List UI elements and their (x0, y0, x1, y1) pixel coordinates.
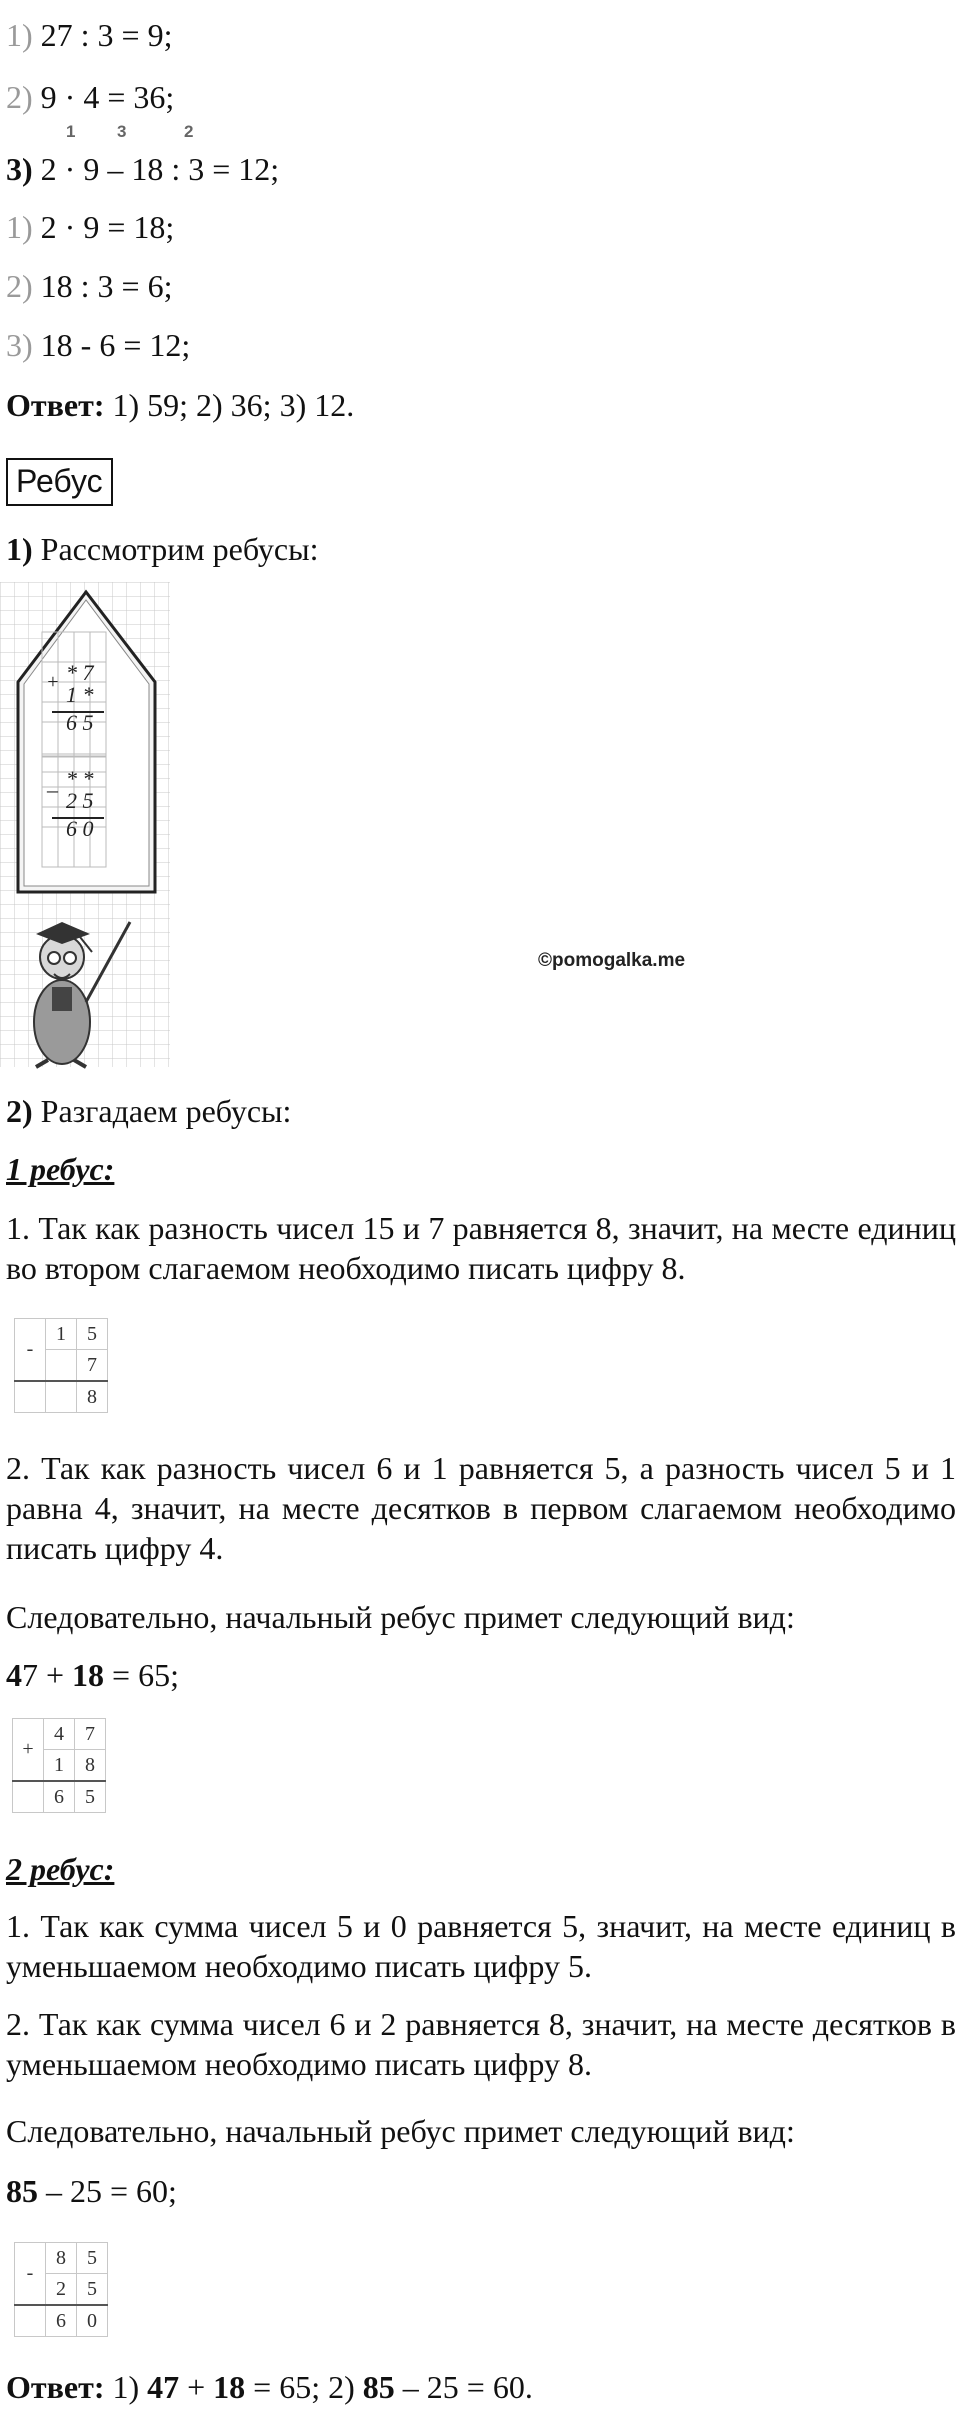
step-line: 2) 18 : 3 = 6; (6, 268, 173, 304)
rebus-2-row3: 6 0 (66, 816, 94, 841)
order-mark: 3 (117, 122, 127, 141)
result-1: 47 + 18 = 65; (6, 1657, 179, 1693)
rebus-2-sign: – (47, 777, 58, 802)
answer-line-2: Ответ: 1) 47 + 18 = 65; 2) 85 – 25 = 60. (6, 2369, 533, 2405)
rebus-1-paragraph-1: 1. Так как разность чисел 15 и 7 равняется 8, значит, на месте единиц во втором слагаемом необходимо писать цифру 8. (6, 1210, 956, 1286)
rebus-2-row1: * * (66, 766, 94, 791)
watermark: ©pomogalka.me (538, 950, 686, 971)
solve-line: 2) Разгадаем ребусы: (6, 1093, 292, 1129)
order-mark: 2 (184, 122, 194, 141)
rebus-2-row2: 2 5 (66, 788, 94, 813)
step-line: 2) 9 · 4 = 36; (6, 79, 175, 115)
rebus-2-title: 2 ребус: (6, 1851, 115, 1887)
solution-table-3: - 8 5 2 5 6 0 (14, 2242, 108, 2337)
step-line: 3) 18 - 6 = 12; (6, 327, 191, 363)
rebus-1-row2: 1 * (66, 682, 94, 707)
section-title: Ребус (6, 458, 113, 506)
rebus-2-paragraph-2: 2. Так как сумма чисел 6 и 2 равняется 8, значит, на месте десятков в уменьшаемом необходимо писать цифру 8. (6, 2006, 956, 2082)
result-2: 85 – 25 = 60; (6, 2173, 177, 2209)
solution-table-2: + 4 7 1 8 6 5 (12, 1718, 106, 1813)
table-sign: - (15, 2243, 46, 2306)
step-line: 1) 27 : 3 = 9; (6, 17, 173, 53)
answer-line: Ответ: 1) 59; 2) 36; 3) 12. (6, 387, 355, 423)
consider-line: 1) Рассмотрим ребусы: (6, 531, 319, 567)
solution-table-1: - 1 5 7 8 (14, 1318, 108, 1413)
table-sign: - (15, 1319, 46, 1382)
rebus-1-row1: * 7 (66, 660, 94, 685)
consequently-line-2: Следовательно, начальный ребус примет следующий вид: (6, 2113, 795, 2149)
rebus-1-row3: 6 5 (66, 710, 94, 735)
step-line: 1) 2 · 9 = 18; (6, 209, 175, 245)
rebus-1-sign: + (46, 671, 60, 693)
table-sign: + (13, 1719, 44, 1782)
rebus-2-paragraph-1: 1. Так как сумма чисел 5 и 0 равняется 5, значит, на месте единиц в уменьшаемом необходимо писать цифру 5. (6, 1908, 956, 1984)
order-mark: 1 (66, 122, 76, 141)
expression-3: 3) 2 · 9 – 18 : 3 = 12; (6, 151, 280, 187)
consequently-line: Следовательно, начальный ребус примет следующий вид: (6, 1599, 795, 1635)
rebus-1-title: 1 ребус: (6, 1151, 115, 1187)
rebus-illustration (0, 582, 175, 1072)
rebus-1-paragraph-2: 2. Так как разность чисел 6 и 1 равняется 5, а разность чисел 5 и 1 равна 4, значит, на месте десятков в первом слагаемом необходимо писать цифру 4. (6, 1450, 956, 1566)
